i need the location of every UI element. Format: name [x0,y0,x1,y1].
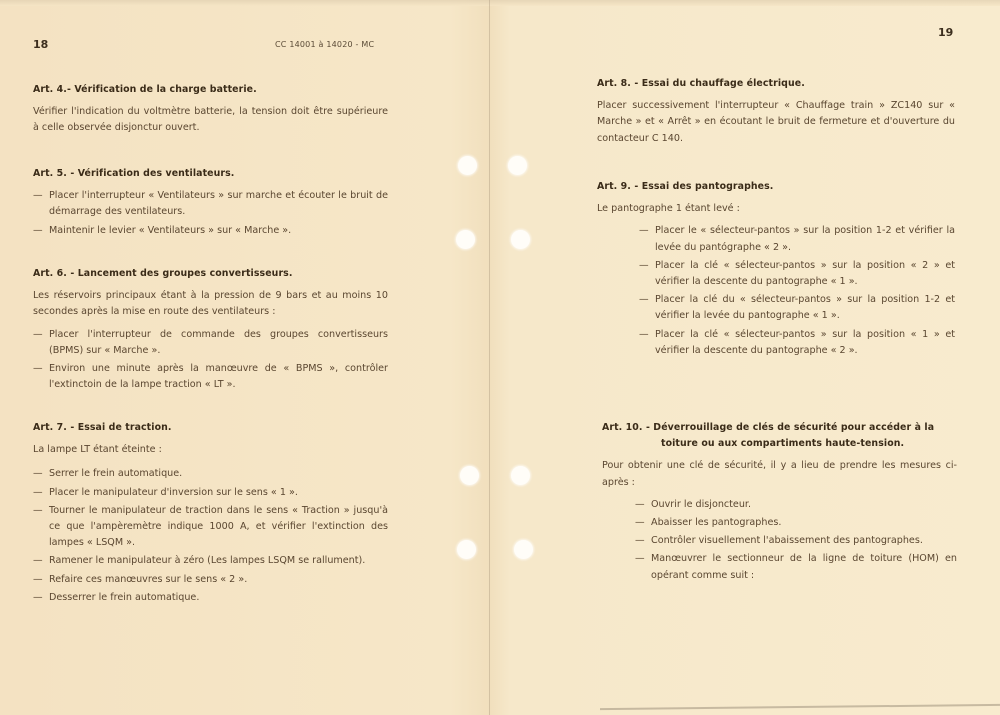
list-item: — Placer le « sélecteur-pantos » sur la position 1-2 et vérifier la levée du pantógraphe « 2 ». [639,223,955,255]
article-title-line: toiture ou aux compartiments haute-tension. [661,438,905,450]
right-page [490,0,1000,715]
article-text: Vérifier l'indication du voltmètre batterie, la tension doit être supérieure à celle observée disjonctur ouvert. [33,106,388,134]
article-list [33,327,388,394]
article-8 [597,76,955,153]
article-text: Placer successivement l'interrupteur « Chauffage train » ZC140 sur « Marche » et « Arrêt » en écoutant le bruit de fermeture et d'ouverture du contacteur C 140. [597,100,955,144]
list-item: — Placer l'interrupteur de commande des groupes convertisseurs (BPMS) sur « Marche ». [33,327,388,359]
page-number: 18 [33,38,49,51]
article-title: Art. 6. - Lancement des groupes convertisseurs. [33,268,293,279]
article-list [597,223,955,359]
article-4 [33,82,388,143]
article-text: Le pantographe 1 étant levé : [597,203,740,215]
list-item: — Contrôler visuellement l'abaissement des pantographes. [635,533,957,549]
list-item: — Ouvrir le disjoncteur. [635,497,957,513]
list-item: — Placer l'interrupteur « Ventilateurs » sur marche et écouter le bruit de démarrage des ventilateurs. [33,188,388,220]
article-5 [33,166,388,241]
list-item: — Serrer le frein automatique. [33,466,388,482]
list-item: — Placer le manipulateur d'inversion sur le sens « 1 ». [33,485,388,501]
article-text: Les réservoirs principaux étant à la pression de 9 bars et au moins 10 secondes après la mise en route des ventilateurs : [33,290,388,318]
article-title [602,420,957,452]
list-item: — Refaire ces manœuvres sur le sens « 2 ». [33,572,388,588]
list-item: — Manœuvrer le sectionneur de la ligne de toiture (HOM) en opérant comme suit : [635,551,957,583]
list-item: — Placer la clé « sélecteur-pantos » sur la position « 2 » et vérifier la descente du pantographe « 1 ». [639,258,955,290]
page-number: 19 [938,26,954,39]
article-list [602,497,957,584]
list-item: — Tourner le manipulateur de traction dans le sens « Traction » jusqu'à ce que l'ampèremètre indique 1000 A, et vérifier l'extinction des lampes « LSQM ». [33,503,388,552]
article-list [33,188,388,239]
article-title-line: Art. 10. - Déverrouillage de clés de sécurité pour accéder à la [602,422,935,433]
article-title: Art. 9. - Essai des pantographes. [597,181,774,192]
article-title: Art. 4.- Vérification de la charge batterie. [33,84,257,95]
article-title: Art. 5. - Vérification des ventilateurs. [33,168,235,179]
list-item: — Placer la clé du « sélecteur-pantos » sur la position 1-2 et vérifier la levée du pantographe « 1 ». [639,292,955,324]
list-item: — Maintenir le levier « Ventilateurs » sur « Marche ». [33,223,388,239]
article-title: Art. 8. - Essai du chauffage électrique. [597,78,805,89]
list-item: — Placer la clé « sélecteur-pantos » sur la position « 1 » et vérifier la descente du pantographe « 2 ». [639,327,955,359]
article-list [33,466,388,606]
article-6 [33,266,388,395]
list-item: — Desserrer le frein automatique. [33,590,388,606]
list-item: — Abaisser les pantographes. [635,515,957,531]
article-9 [597,179,955,361]
article-title: Art. 7. - Essai de traction. [33,422,172,433]
article-7 [33,420,388,608]
article-text: La lampe LT étant éteinte : [33,444,162,456]
article-10 [602,420,957,586]
list-item: — Ramener le manipulateur à zéro (Les lampes LSQM se rallument). [33,553,388,569]
running-header: CC 14001 à 14020 - MC [275,40,375,49]
left-page [0,0,490,715]
article-text: Pour obtenir une clé de sécurité, il y a lieu de prendre les mesures ci-après : [602,460,957,488]
list-item: — Environ une minute après la manœuvre de « BPMS », contrôler l'extinctoin de la lampe traction « LT ». [33,361,388,393]
